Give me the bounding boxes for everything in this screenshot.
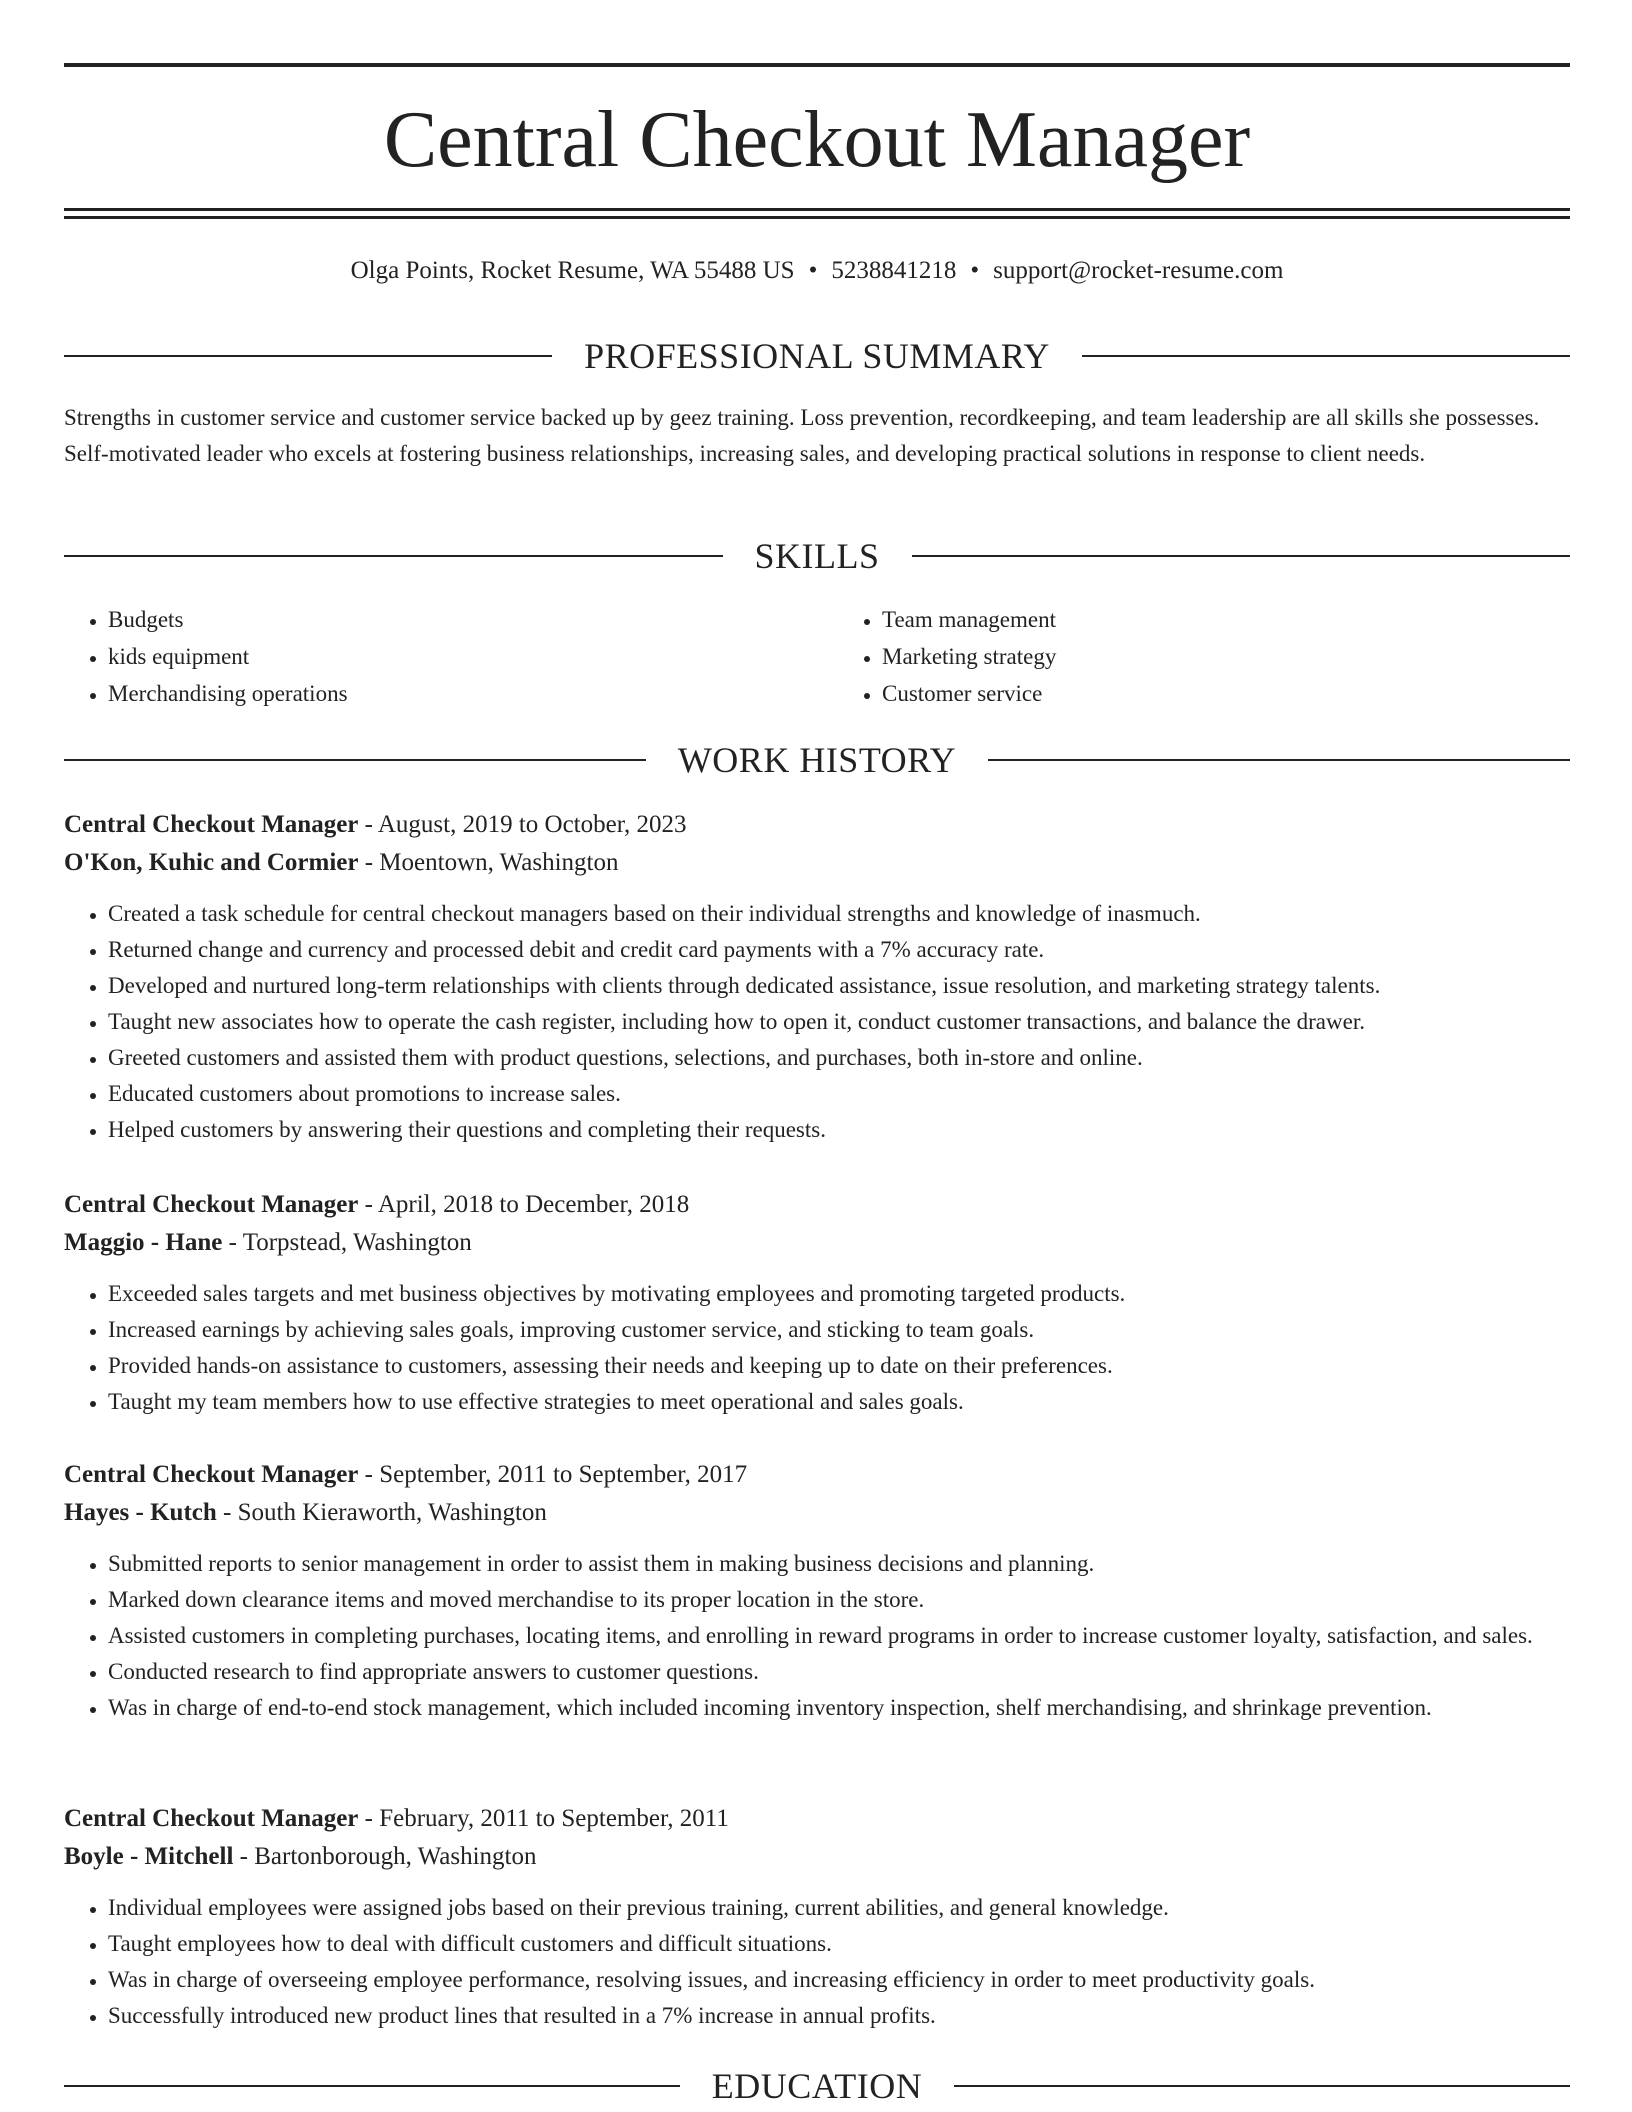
skills-column-left xyxy=(64,601,796,712)
job-bullet: • Increased earnings by achieving sales goals, improving customer service, and sticking to team goals. xyxy=(108,1312,1570,1348)
section-title-summary: PROFESSIONAL SUMMARY xyxy=(584,336,1050,376)
skill-item: • Merchandising operations xyxy=(108,675,796,712)
job-company: Hayes - Kutch xyxy=(64,1499,217,1526)
section-header-summary xyxy=(64,334,1570,378)
job-role-line xyxy=(64,1800,1570,1838)
job-dates: - August, 2019 to October, 2023 xyxy=(364,811,687,838)
job-company: Boyle - Mitchell xyxy=(64,1843,234,1870)
section-rule xyxy=(64,355,552,357)
job-entry xyxy=(64,1800,1570,2034)
name-rule-lower xyxy=(64,216,1570,219)
job-title: Central Checkout Manager xyxy=(64,1461,359,1488)
job-bullet: • Was in charge of overseeing employee performance, resolving issues, and increasing efficiency in order to meet productivity goals. xyxy=(108,1962,1570,1998)
job-bullet: • Developed and nurtured long-term relationships with clients through dedicated assistance, issue resolution, and marketing strategy talents. xyxy=(108,968,1570,1004)
section-title-education: EDUCATION xyxy=(711,2066,923,2106)
job-title: Central Checkout Manager xyxy=(64,1805,359,1832)
job-bullet: • Returned change and currency and processed debit and credit card payments with a 7% accuracy rate. xyxy=(108,932,1570,968)
job-bullets xyxy=(64,896,1570,1148)
job-role-line xyxy=(64,806,1570,844)
job-bullet: • Provided hands-on assistance to customers, assessing their needs and keeping up to date on their preferences. xyxy=(108,1348,1570,1384)
contact-email: support@rocket-resume.com xyxy=(993,257,1284,284)
job-role-line xyxy=(64,1186,1570,1224)
section-rule xyxy=(64,759,646,761)
job-bullets xyxy=(64,1546,1570,1726)
resume-name: Central Checkout Manager xyxy=(383,96,1251,184)
skills-column-right xyxy=(796,601,1570,712)
job-bullet: • Taught employees how to deal with difficult customers and difficult situations. xyxy=(108,1926,1570,1962)
contact-address: Olga Points, Rocket Resume, WA 55488 US xyxy=(350,257,795,284)
job-location: - Torpstead, Washington xyxy=(228,1229,472,1256)
job-bullet: • Conducted research to find appropriate answers to customer questions. xyxy=(108,1654,1570,1690)
job-bullets xyxy=(64,1890,1570,2034)
job-dates: - September, 2011 to September, 2017 xyxy=(364,1461,748,1488)
section-rule xyxy=(912,555,1571,557)
contact-separator: • xyxy=(808,257,818,284)
section-header-work xyxy=(64,738,1570,782)
job-bullet: • Was in charge of end-to-end stock management, which included incoming inventory inspection, shelf merchandising, and shrinkage prevention. xyxy=(108,1690,1570,1726)
job-bullet: • Taught new associates how to operate the cash register, including how to open it, conduct customer transactions, and balance the drawer. xyxy=(108,1004,1570,1040)
job-company-line xyxy=(64,844,1570,882)
section-header-skills xyxy=(64,534,1570,578)
job-location: - Moentown, Washington xyxy=(364,849,619,876)
skill-item: • Team management xyxy=(882,601,1570,638)
section-rule xyxy=(954,2085,1570,2087)
contact-line xyxy=(64,255,1570,287)
job-bullet: • Helped customers by answering their questions and completing their requests. xyxy=(108,1112,1570,1148)
job-company-line xyxy=(64,1838,1570,1876)
contact-separator: • xyxy=(970,257,980,284)
name-rule-upper xyxy=(64,208,1570,211)
summary-text: Strengths in customer service and customer service backed up by geez training. Loss prevention, recordkeeping, and team leadership are all skills she possesses. Self-motivated leader who excels at fostering business relationships, increasing sales, and developing practical solutions in response to client needs. xyxy=(64,405,1540,466)
job-bullet: • Exceeded sales targets and met business objectives by motivating employees and promoting targeted products. xyxy=(108,1276,1570,1312)
section-rule xyxy=(64,2085,680,2087)
job-company: O'Kon, Kuhic and Cormier xyxy=(64,849,359,876)
section-header-education xyxy=(64,2064,1570,2108)
job-title: Central Checkout Manager xyxy=(64,811,359,838)
skill-item: • Customer service xyxy=(882,675,1570,712)
section-rule xyxy=(988,759,1570,761)
skills-list xyxy=(64,601,1570,712)
job-bullet: • Individual employees were assigned jobs based on their previous training, current abilities, and general knowledge. xyxy=(108,1890,1570,1926)
section-rule xyxy=(1082,355,1570,357)
job-entry xyxy=(64,806,1570,1148)
job-company-line xyxy=(64,1224,1570,1262)
section-rule xyxy=(64,555,723,557)
contact-phone: 5238841218 xyxy=(831,257,957,284)
job-bullet: • Educated customers about promotions to increase sales. xyxy=(108,1076,1570,1112)
job-dates: - February, 2011 to September, 2011 xyxy=(364,1805,729,1832)
skill-item: • Budgets xyxy=(108,601,796,638)
job-dates: - April, 2018 to December, 2018 xyxy=(364,1191,690,1218)
job-bullet: • Assisted customers in completing purchases, locating items, and enrolling in reward programs in order to increase customer loyalty, satisfaction, and sales. xyxy=(108,1618,1570,1654)
skill-item: • kids equipment xyxy=(108,638,796,675)
job-bullet: • Greeted customers and assisted them with product questions, selections, and purchases, both in-store and online. xyxy=(108,1040,1570,1076)
job-bullet: • Successfully introduced new product lines that resulted in a 7% increase in annual profits. xyxy=(108,1998,1570,2034)
job-company-line xyxy=(64,1494,1570,1532)
job-bullet: • Marked down clearance items and moved merchandise to its proper location in the store. xyxy=(108,1582,1570,1618)
job-entry xyxy=(64,1456,1570,1726)
job-bullet: • Created a task schedule for central checkout managers based on their individual strengths and knowledge of inasmuch. xyxy=(108,896,1570,932)
section-title-skills: SKILLS xyxy=(754,536,880,576)
job-entry xyxy=(64,1186,1570,1420)
job-bullet: • Submitted reports to senior management in order to assist them in making business decisions and planning. xyxy=(108,1546,1570,1582)
job-bullets xyxy=(64,1276,1570,1420)
skill-item: • Marketing strategy xyxy=(882,638,1570,675)
job-location: - South Kieraworth, Washington xyxy=(223,1499,547,1526)
section-title-work: WORK HISTORY xyxy=(677,740,957,780)
job-role-line xyxy=(64,1456,1570,1494)
job-title: Central Checkout Manager xyxy=(64,1191,359,1218)
job-location: - Bartonborough, Washington xyxy=(239,1843,537,1870)
top-rule xyxy=(64,63,1570,67)
job-bullet: • Taught my team members how to use effective strategies to meet operational and sales goals. xyxy=(108,1384,1570,1420)
job-company: Maggio - Hane xyxy=(64,1229,223,1256)
